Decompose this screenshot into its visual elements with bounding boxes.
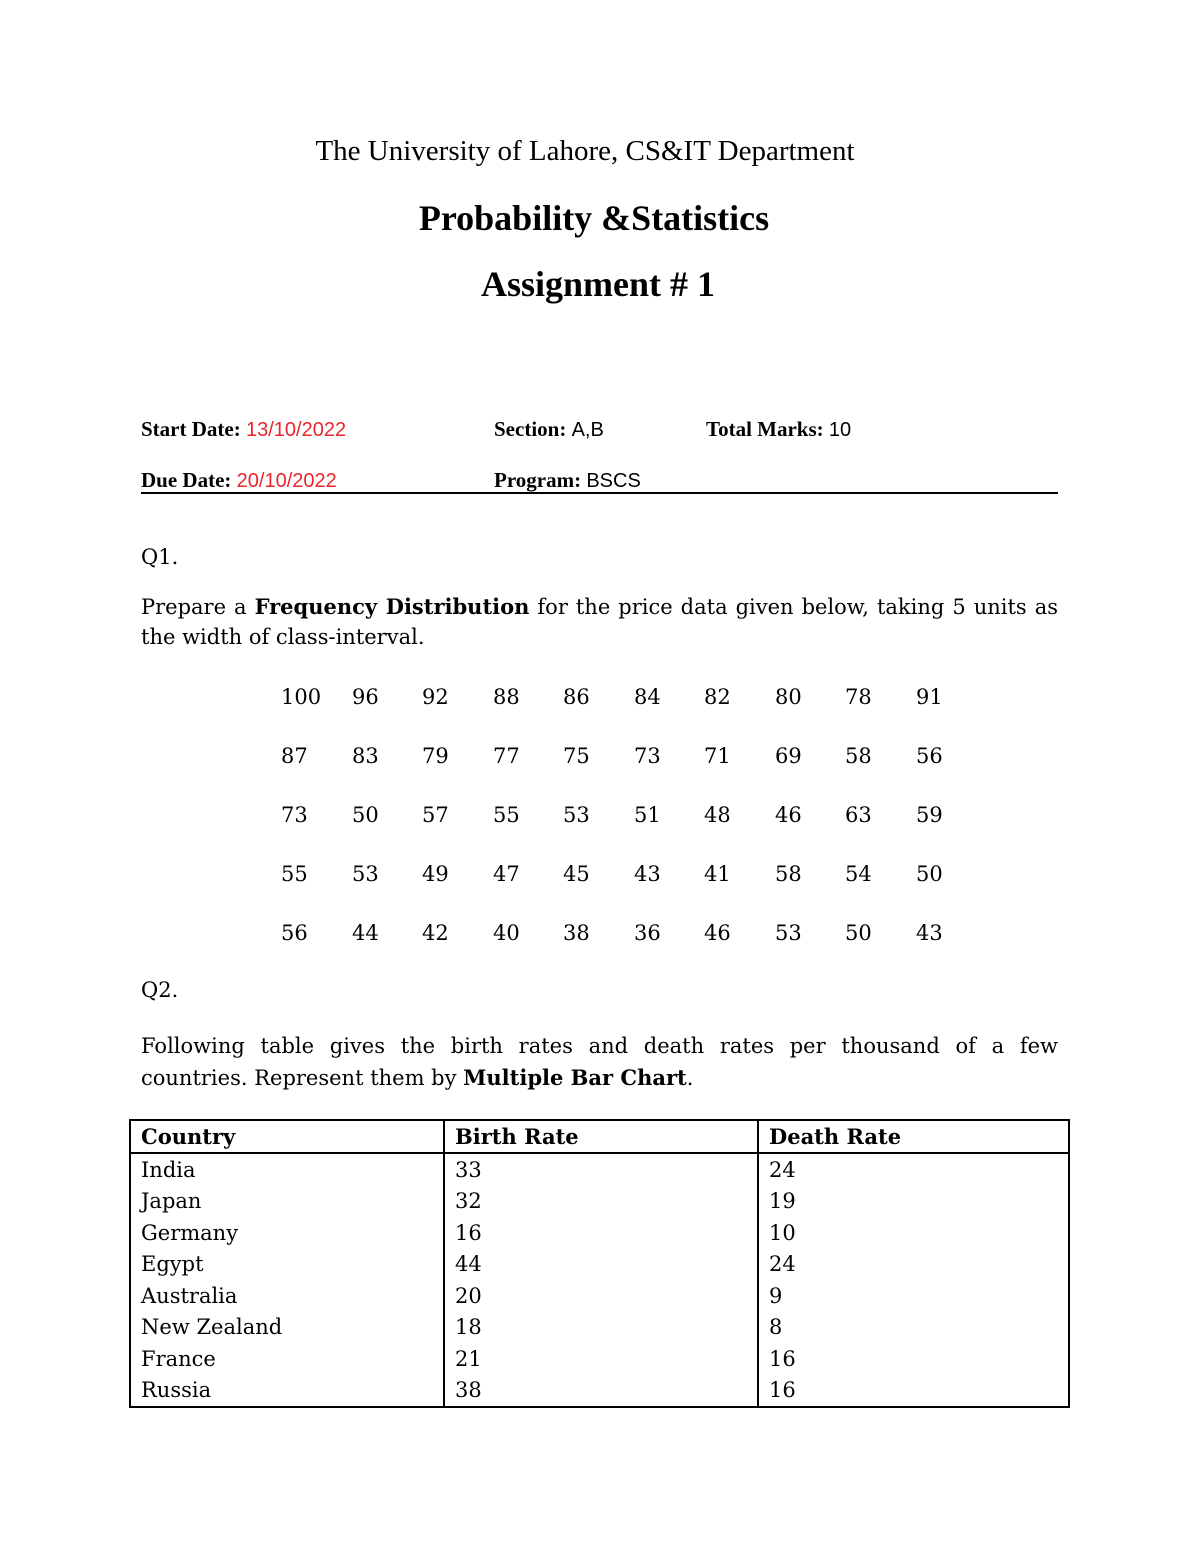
grid-value: 87 (281, 744, 308, 768)
grid-value: 45 (563, 862, 590, 886)
start-date-value: 13/10/2022 (245, 419, 347, 441)
due-date-label: Due Date: (141, 468, 232, 492)
grid-value: 46 (704, 921, 731, 945)
section-label: Section: (494, 417, 567, 441)
grid-value: 84 (634, 685, 661, 709)
table-row (130, 1186, 1069, 1218)
table-row (130, 1312, 1069, 1344)
grid-value: 73 (281, 803, 308, 827)
program (494, 467, 641, 494)
grid-value: 59 (916, 803, 943, 827)
header-divider (141, 492, 1058, 494)
grid-value: 44 (352, 921, 379, 945)
assignment-title: Assignment # 1 (480, 264, 716, 304)
country-cell: France (130, 1343, 444, 1375)
grid-value: 82 (704, 685, 731, 709)
grid-value: 58 (775, 862, 802, 886)
course-title: Probability &Statistics (418, 198, 770, 238)
grid-value: 50 (916, 862, 943, 886)
grid-value: 57 (422, 803, 449, 827)
table-header-row (130, 1120, 1069, 1153)
total-marks-label: Total Marks: (706, 417, 824, 441)
birth-rate-cell: 21 (444, 1343, 758, 1375)
section (494, 416, 604, 443)
grid-value: 56 (916, 744, 943, 768)
q1-text-line2: the width of class-interval. (141, 625, 425, 649)
q1-label: Q1. (141, 545, 179, 569)
death-rate-cell: 16 (758, 1375, 1069, 1408)
grid-value: 53 (352, 862, 379, 886)
q2-emphasis: Multiple Bar Chart (463, 1065, 687, 1090)
grid-value: 53 (563, 803, 590, 827)
grid-value: 36 (634, 921, 661, 945)
death-rate-cell: 10 (758, 1217, 1069, 1249)
q1-emphasis: Frequency Distribution (254, 594, 530, 619)
grid-value: 71 (704, 744, 731, 768)
program-label: Program: (494, 468, 582, 492)
grid-value: 96 (352, 685, 379, 709)
country-cell: India (130, 1153, 444, 1186)
grid-value: 48 (704, 803, 731, 827)
death-rate-cell: 8 (758, 1312, 1069, 1344)
death-rate-cell: 19 (758, 1186, 1069, 1218)
grid-value: 79 (422, 744, 449, 768)
total-marks-value: 10 (828, 419, 852, 441)
grid-value: 49 (422, 862, 449, 886)
birth-rate-cell: 20 (444, 1280, 758, 1312)
grid-value: 91 (916, 685, 943, 709)
q2-text-line2: countries. Represent them by Multiple Bar Chart. (141, 1065, 694, 1090)
start-date-label: Start Date: (141, 417, 241, 441)
grid-value: 75 (563, 744, 590, 768)
start-date (141, 416, 346, 443)
grid-value: 55 (493, 803, 520, 827)
q2-text-line1: Following table gives the birth rates and death rates per thousand of a few (141, 1034, 1058, 1058)
grid-value: 69 (775, 744, 802, 768)
total-marks (706, 416, 851, 443)
institution-heading: The University of Lahore, CS&IT Department (315, 135, 855, 167)
section-value: A,B (571, 419, 604, 441)
country-cell: Russia (130, 1375, 444, 1408)
grid-value: 41 (704, 862, 731, 886)
grid-value: 54 (845, 862, 872, 886)
grid-value: 100 (281, 685, 322, 709)
due-date (141, 467, 337, 494)
grid-value: 46 (775, 803, 802, 827)
grid-value: 38 (563, 921, 590, 945)
birth-rate-cell: 16 (444, 1217, 758, 1249)
death-rate-cell: 24 (758, 1249, 1069, 1281)
grid-value: 73 (634, 744, 661, 768)
death-rate-cell: 24 (758, 1153, 1069, 1186)
death-rate-cell: 9 (758, 1280, 1069, 1312)
table-row (130, 1375, 1069, 1408)
grid-value: 43 (634, 862, 661, 886)
rates-table (129, 1119, 1070, 1408)
program-value: BSCS (586, 470, 641, 492)
country-cell: New Zealand (130, 1312, 444, 1344)
birth-rate-cell: 18 (444, 1312, 758, 1344)
q2-label: Q2. (141, 978, 179, 1002)
country-cell: Australia (130, 1280, 444, 1312)
grid-value: 56 (281, 921, 308, 945)
q1-text-line1: Prepare a Frequency Distribution for the price data given below, taking 5 units as (141, 594, 1058, 619)
grid-value: 83 (352, 744, 379, 768)
grid-value: 43 (916, 921, 943, 945)
grid-value: 92 (422, 685, 449, 709)
birth-rate-cell: 32 (444, 1186, 758, 1218)
grid-value: 78 (845, 685, 872, 709)
country-cell: Japan (130, 1186, 444, 1218)
country-cell: Egypt (130, 1249, 444, 1281)
grid-value: 42 (422, 921, 449, 945)
grid-value: 47 (493, 862, 520, 886)
header-death-rate: Death Rate (758, 1120, 1069, 1153)
grid-value: 86 (563, 685, 590, 709)
grid-value: 50 (845, 921, 872, 945)
table-row (130, 1343, 1069, 1375)
grid-value: 77 (493, 744, 520, 768)
table-row (130, 1280, 1069, 1312)
table-row (130, 1217, 1069, 1249)
country-cell: Germany (130, 1217, 444, 1249)
birth-rate-cell: 38 (444, 1375, 758, 1408)
table-row (130, 1153, 1069, 1186)
grid-value: 51 (634, 803, 661, 827)
grid-value: 50 (352, 803, 379, 827)
grid-value: 63 (845, 803, 872, 827)
grid-value: 40 (493, 921, 520, 945)
header-birth-rate: Birth Rate (444, 1120, 758, 1153)
header-country: Country (130, 1120, 444, 1153)
grid-value: 88 (493, 685, 520, 709)
death-rate-cell: 16 (758, 1343, 1069, 1375)
due-date-value: 20/10/2022 (236, 470, 337, 492)
table-row (130, 1249, 1069, 1281)
birth-rate-cell: 44 (444, 1249, 758, 1281)
grid-value: 53 (775, 921, 802, 945)
grid-value: 55 (281, 862, 308, 886)
grid-value: 58 (845, 744, 872, 768)
birth-rate-cell: 33 (444, 1153, 758, 1186)
grid-value: 80 (775, 685, 802, 709)
